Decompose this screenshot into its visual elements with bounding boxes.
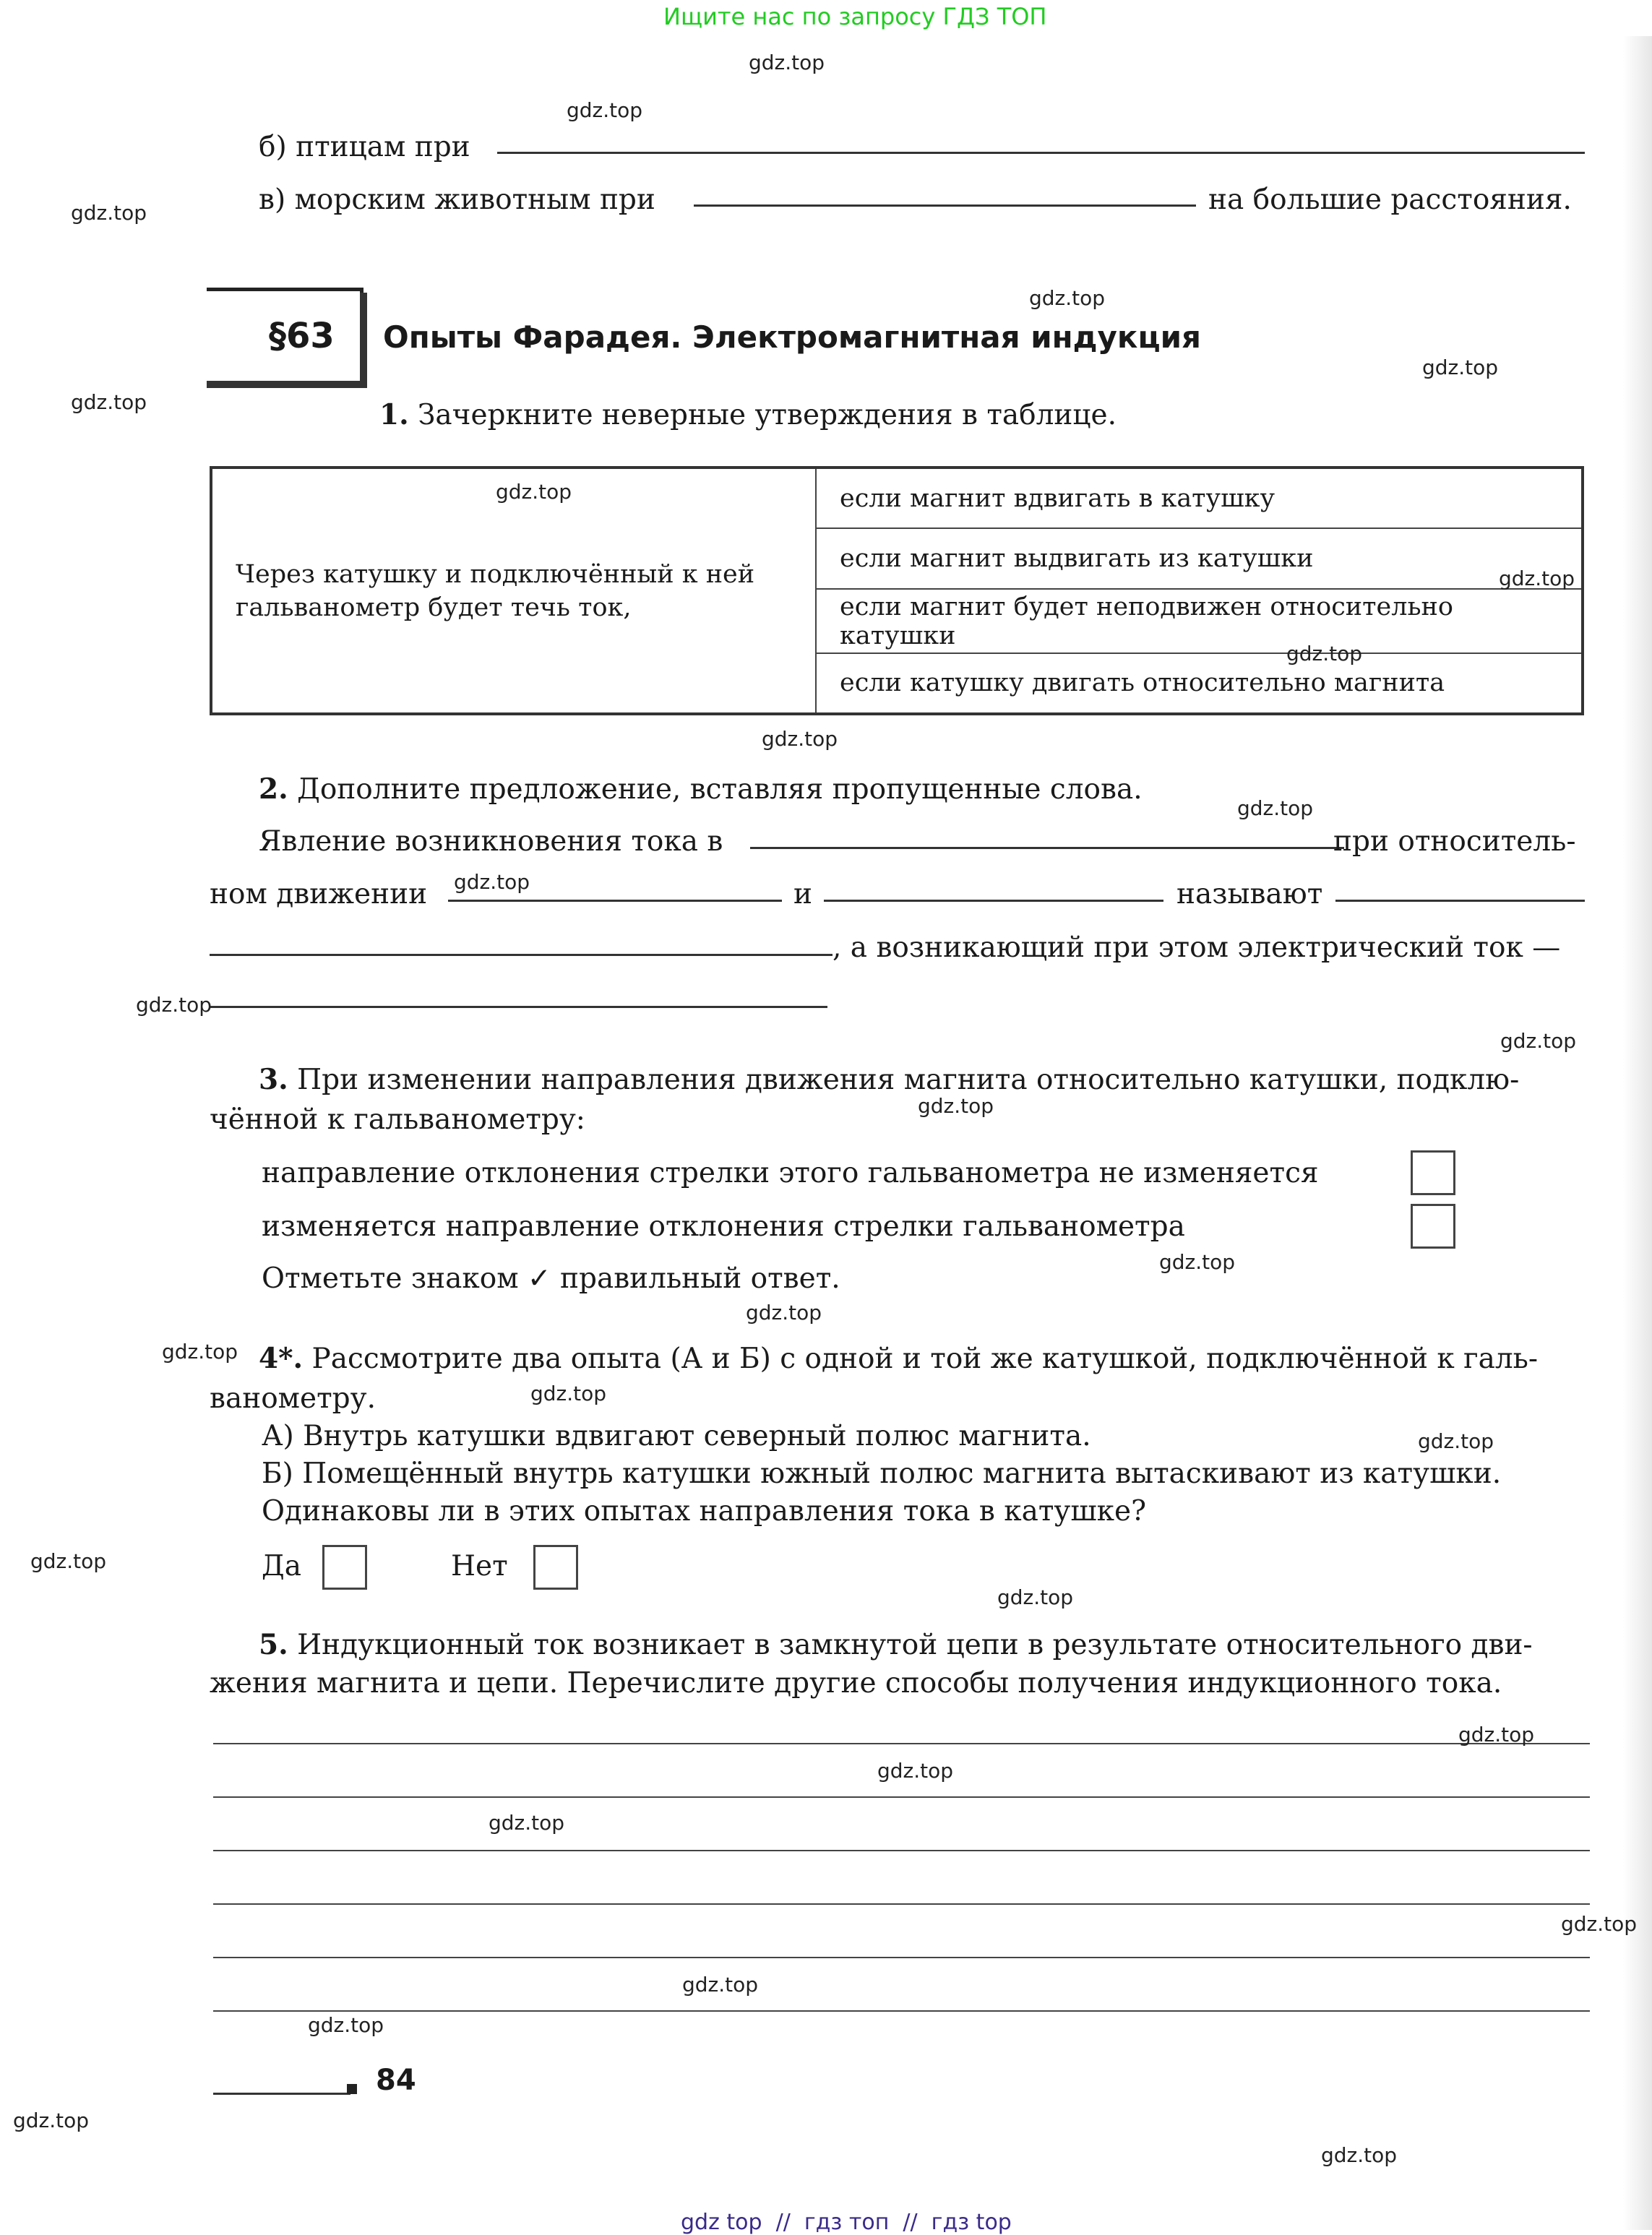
task3-checkbox-2[interactable] — [1411, 1204, 1455, 1249]
watermark: gdz.top — [1561, 1912, 1638, 1936]
watermark: gdz.top — [496, 480, 572, 504]
section-title: Опыты Фарадея. Электромагнитная индукция — [383, 319, 1201, 355]
watermark: gdz.top — [877, 1759, 954, 1783]
watermark: gdz.top — [1418, 1429, 1494, 1453]
watermark: gdz.top — [1286, 642, 1363, 666]
watermark: gdz.top — [71, 390, 147, 414]
task2-l2c: называют — [1176, 878, 1323, 910]
task3-option-1: направление отклонения стрелки этого гальванометра не изменяется — [262, 1157, 1319, 1189]
watermark: gdz.top — [454, 870, 530, 894]
line-v-blank — [694, 204, 1196, 207]
task3-checkbox-1[interactable] — [1411, 1150, 1455, 1195]
line-v-label: в) морским животным при — [259, 184, 655, 216]
watermark: gdz.top — [918, 1094, 994, 1118]
task3-number: 3. — [259, 1063, 288, 1096]
task4-no-checkbox[interactable] — [533, 1545, 578, 1590]
task2-l3a: , а возникающий при этом электрический ток — — [833, 931, 1561, 964]
task4-text-l1: Рассмотрите два опыта (А и Б) с одной и той же катушкой, подключённой к галь- — [311, 1343, 1539, 1375]
task4-experiment-a: А) Внутрь катушки вдвигают северный полюс магнита. — [262, 1420, 1091, 1452]
table-left-line2: гальванометр будет течь ток, — [236, 593, 632, 622]
watermark: gdz.top — [489, 1811, 565, 1835]
task3-text-l2: чённой к гальванометру: — [210, 1103, 585, 1136]
task2-l2b: и — [793, 878, 812, 910]
watermark: gdz.top — [749, 51, 825, 74]
watermark: gdz.top — [1321, 2143, 1398, 2167]
watermark: gdz.top — [71, 201, 147, 225]
watermark: gdz.top — [997, 1585, 1074, 1609]
task5-prompt-l1 — [259, 1627, 1533, 1663]
task4-question: Одинаковы ли в этих опытах направления тока в катушке? — [262, 1495, 1146, 1528]
task2-number: 2. — [259, 772, 288, 806]
task5-text-l2: жения магнита и цепи. Перечислите другие способы получения индукционного тока. — [210, 1667, 1502, 1700]
watermark: gdz.top — [1159, 1250, 1236, 1274]
page-number: 84 — [376, 2064, 416, 2097]
task5-text-l1: Индукционный ток возникает в замкнутой цепи в результате относительного дви- — [297, 1629, 1533, 1661]
answer-line-6[interactable] — [213, 2010, 1590, 2012]
answer-line-3[interactable] — [213, 1850, 1590, 1851]
task2-l1b: при относитель- — [1333, 825, 1576, 858]
promo-banner[interactable]: Ищите нас по запросу ГДЗ ТОП — [663, 3, 1047, 30]
section-number: §63 — [269, 316, 335, 356]
task2-text: Дополните предложение, вставляя пропущенные слова. — [297, 773, 1143, 806]
statements-table — [210, 466, 1584, 715]
task2-blank-2[interactable] — [448, 900, 782, 902]
table-option-4[interactable]: если катушку двигать относительно магнита — [816, 653, 1583, 714]
watermark: gdz.top — [762, 727, 838, 751]
task3-option-2: изменяется направление отклонения стрелки гальванометра — [262, 1210, 1185, 1243]
watermark: gdz.top — [1500, 1029, 1577, 1053]
watermark: gdz.top — [1029, 286, 1106, 310]
answer-line-1[interactable] — [213, 1743, 1590, 1744]
table-left-cell — [211, 468, 816, 714]
task5-number: 5. — [259, 1628, 288, 1661]
watermark: gdz.top — [30, 1549, 107, 1573]
task4-prompt-l1 — [259, 1341, 1538, 1377]
task4-text-l2: ванометру. — [210, 1382, 376, 1415]
task3-prompt-l1 — [259, 1062, 1519, 1098]
watermark: gdz.top — [1237, 796, 1314, 820]
task2-blank-1[interactable] — [750, 847, 1344, 849]
watermark: gdz.top — [308, 2013, 384, 2037]
task2-blank-5[interactable] — [210, 954, 833, 956]
watermark: gdz.top — [1458, 1723, 1535, 1747]
task4-experiment-b: Б) Помещённый внутрь катушки южный полюс магнита вытаскивают из катушки. — [262, 1457, 1502, 1490]
task1-text: Зачеркните неверные утверждения в таблице. — [418, 399, 1117, 431]
task2-blank-3[interactable] — [824, 900, 1163, 902]
table-left-line1: Через катушку и подключённый к ней — [236, 559, 755, 589]
watermark: gdz.top — [530, 1382, 607, 1405]
task1-number: 1. — [379, 398, 409, 431]
page-number-square — [347, 2084, 357, 2094]
answer-line-2[interactable] — [213, 1796, 1590, 1798]
task4-yes-label: Да — [262, 1550, 301, 1582]
watermark: gdz.top — [567, 98, 643, 122]
task2-blank-6[interactable] — [210, 1006, 827, 1008]
task2-l2a: ном движении — [210, 878, 428, 910]
task2-prompt — [259, 772, 1143, 807]
watermark: gdz.top — [682, 1973, 759, 1997]
table-option-1[interactable]: если магнит вдвигать в катушку — [816, 468, 1583, 528]
task3-text-l1: При изменении направления движения магнита относительно катушки, подклю- — [297, 1064, 1520, 1096]
page-number-rule — [213, 2093, 350, 2095]
watermark: gdz.top — [162, 1340, 238, 1364]
page-edge-shadow — [1623, 36, 1652, 2230]
answer-line-5[interactable] — [213, 1957, 1590, 1958]
table-option-2[interactable]: если магнит выдвигать из катушки — [816, 528, 1583, 589]
watermark: gdz.top — [1499, 567, 1575, 590]
line-v-tail: на большие расстояния. — [1208, 184, 1572, 216]
task3-note: Отметьте знаком ✓ правильный ответ. — [262, 1262, 840, 1295]
line-b-label: б) птицам при — [259, 131, 470, 163]
watermark: gdz.top — [746, 1301, 822, 1325]
watermark: gdz.top — [13, 2109, 90, 2132]
task4-no-label: Нет — [451, 1550, 508, 1582]
footer-links[interactable]: gdz top // гдз топ // гдз top — [681, 2210, 1012, 2235]
table-option-3[interactable]: если магнит будет неподвижен относительно катушки — [816, 589, 1583, 653]
task4-yes-checkbox[interactable] — [322, 1545, 367, 1590]
task4-number: 4*. — [259, 1342, 304, 1375]
task2-blank-4[interactable] — [1335, 900, 1585, 902]
watermark: gdz.top — [1422, 356, 1499, 379]
task2-l1a: Явление возникновения тока в — [259, 825, 723, 858]
watermark: gdz.top — [136, 993, 212, 1017]
answer-line-4[interactable] — [213, 1903, 1590, 1905]
line-b-blank — [497, 152, 1585, 154]
task1-prompt — [379, 397, 1117, 433]
